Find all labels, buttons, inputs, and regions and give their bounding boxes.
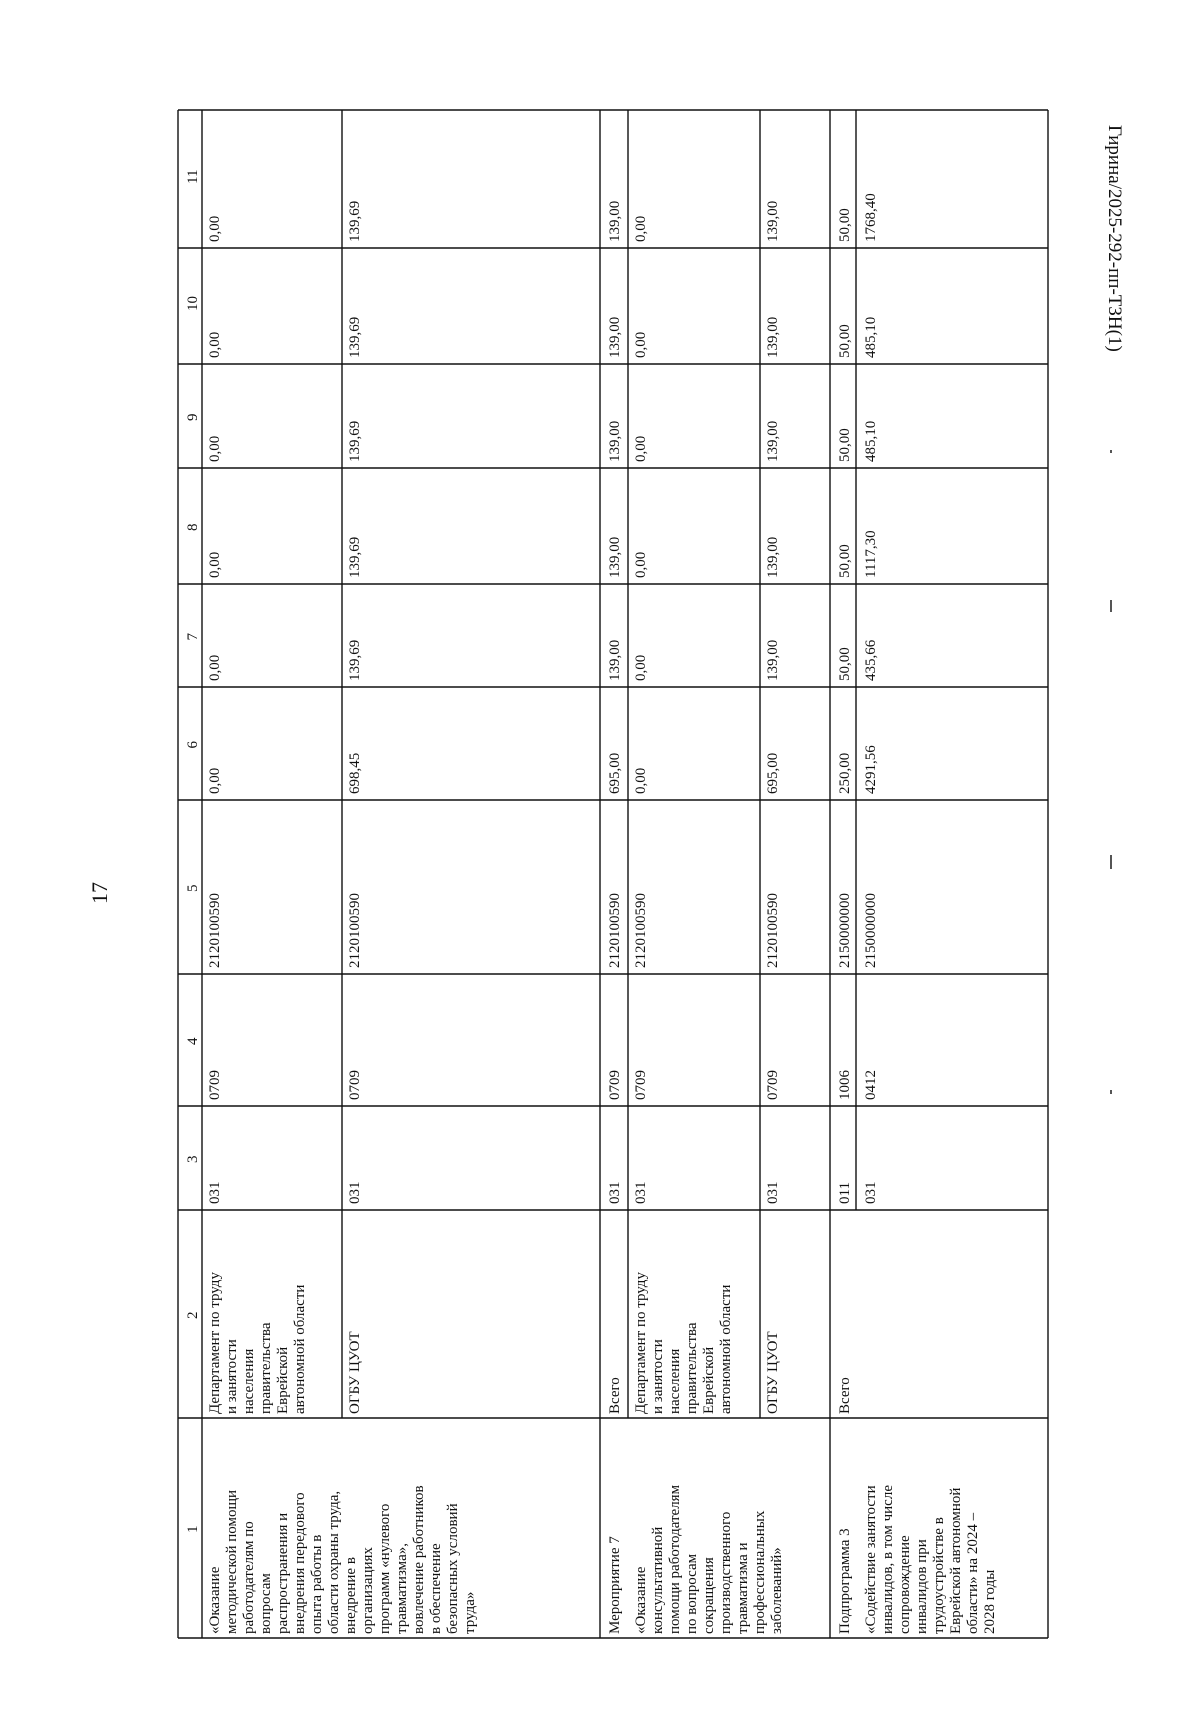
header-cell-2: 2 (185, 1311, 201, 1319)
activity-description: «Оказаниеконсультативнойпомощи работодателямпо вопросамсокращенияпроизводственноготравматизма ипрофессиональныхзаболеваний» (633, 1484, 785, 1634)
amount-cell: 139,00 (607, 316, 623, 358)
amount-cell: 0,00 (633, 331, 649, 358)
amount-cell: 435,66 (863, 639, 879, 681)
page-number: 17 (87, 882, 112, 904)
amount-cell: 139,00 (607, 420, 623, 462)
amount-cell: 1117,30 (863, 530, 879, 578)
total-label: Всего (607, 1377, 623, 1414)
amount-cell: 0,00 (207, 767, 223, 794)
amount-cell: 139,00 (765, 200, 781, 242)
amount-cell: 0,00 (207, 331, 223, 358)
amount-cell: 0,00 (633, 551, 649, 578)
header-cell-4: 4 (185, 1037, 201, 1045)
amount-cell: 2150000000 (863, 893, 879, 968)
amount-cell: 0709 (765, 1070, 781, 1100)
amount-cell: 1768,40 (863, 193, 879, 242)
footer (1095, 125, 1135, 1305)
header-cell-5: 5 (185, 884, 201, 892)
amount-cell: 0709 (347, 1070, 363, 1100)
amount-cell: 50,00 (837, 647, 853, 681)
amount-cell: 50,00 (837, 324, 853, 358)
amount-cell: 2150000000 (837, 893, 853, 968)
amount-cell: 139,69 (347, 316, 363, 358)
amount-cell: 0,00 (633, 654, 649, 681)
amount-cell: 011 (837, 1182, 853, 1204)
amount-cell: 139,00 (765, 536, 781, 578)
amount-cell: 2120100590 (765, 893, 781, 968)
header-cell-9: 9 (185, 413, 201, 421)
header-cell-7: 7 (185, 633, 201, 641)
header-cell-1: 1 (185, 1525, 201, 1533)
amount-cell: 139,00 (607, 200, 623, 242)
amount-cell: 50,00 (837, 544, 853, 578)
amount-cell: 031 (633, 1181, 649, 1204)
amount-cell: 250,00 (837, 752, 853, 794)
amount-cell: 4291,56 (863, 745, 879, 794)
amount-cell: 031 (765, 1181, 781, 1204)
activity-title: Мероприятие 7 (607, 1536, 623, 1634)
amount-cell: 0,00 (633, 435, 649, 462)
amount-cell: 139,69 (347, 639, 363, 681)
subprogram-description: «Содействие занятостиинвалидов, в том числесопровождениеинвалидов притрудоустройстве вЕврейской автономнойобласти» на 2024 –2028 годы (863, 1485, 998, 1634)
amount-cell: 50,00 (837, 428, 853, 462)
amount-cell: 139,00 (765, 420, 781, 462)
amount-cell: 0,00 (633, 767, 649, 794)
amount-cell: 0,00 (207, 551, 223, 578)
executor-name: ОГБУ ЦУОТ (765, 1331, 781, 1414)
amount-cell: 0,00 (633, 215, 649, 242)
amount-cell: 0412 (863, 1070, 879, 1100)
amount-cell: 139,00 (765, 639, 781, 681)
amount-cell: 0709 (633, 1070, 649, 1100)
amount-cell: 031 (607, 1181, 623, 1204)
amount-cell: 0,00 (207, 654, 223, 681)
amount-cell: 698,45 (347, 752, 363, 794)
amount-cell: 50,00 (837, 208, 853, 242)
amount-cell: 2120100590 (207, 893, 223, 968)
amount-cell: 695,00 (607, 752, 623, 794)
amount-cell: 485,10 (863, 316, 879, 358)
amount-cell: 2120100590 (347, 893, 363, 968)
total-label: Всего (837, 1377, 853, 1414)
amount-cell: 695,00 (765, 752, 781, 794)
subprogram-title: Подпрограмма 3 (837, 1528, 853, 1634)
amount-cell: 139,69 (347, 200, 363, 242)
header-cell-11: 11 (185, 169, 201, 184)
header-cell-6: 6 (185, 741, 201, 749)
executor-name: Департамент по трудуи занятостинаселенияправительстваЕврейскойавтономной области (633, 1272, 734, 1414)
amount-cell: 2120100590 (607, 893, 623, 968)
amount-cell: 0,00 (207, 435, 223, 462)
amount-cell: 031 (207, 1181, 223, 1204)
executor-name: Департамент по трудуи занятостинаселенияправительстваЕврейскойавтономной области (207, 1272, 308, 1414)
amount-cell: 0,00 (207, 215, 223, 242)
amount-cell: 0709 (207, 1070, 223, 1100)
activity-description: «Оказаниеметодической помощиработодателям повопросамраспространения ивнедрения передовогоопыта работы вобласти охраны труда,внедрение ворганизацияхпрограмм «нулевоготравматизма»,вовлечение работниковв обеспечениебезопасных условийтруда» (207, 1485, 478, 1634)
header-cell-10: 10 (185, 296, 201, 311)
amount-cell: 2120100590 (633, 893, 649, 968)
amount-cell: 485,10 (863, 420, 879, 462)
amount-cell: 031 (863, 1181, 879, 1204)
amount-cell: 139,00 (607, 536, 623, 578)
amount-cell: 139,00 (765, 316, 781, 358)
amount-cell: 1006 (837, 1070, 853, 1100)
header-cell-3: 3 (185, 1155, 201, 1163)
amount-cell: 139,00 (607, 639, 623, 681)
amount-cell: 139,69 (347, 420, 363, 462)
amount-cell: 139,69 (347, 536, 363, 578)
amount-cell: 031 (347, 1181, 363, 1204)
executor-name: ОГБУ ЦУОТ (347, 1331, 363, 1414)
header-cell-8: 8 (185, 523, 201, 531)
document-code: Гирина/2025-292-пп-ТЗН(1) (1104, 125, 1125, 352)
amount-cell: 0709 (607, 1070, 623, 1100)
